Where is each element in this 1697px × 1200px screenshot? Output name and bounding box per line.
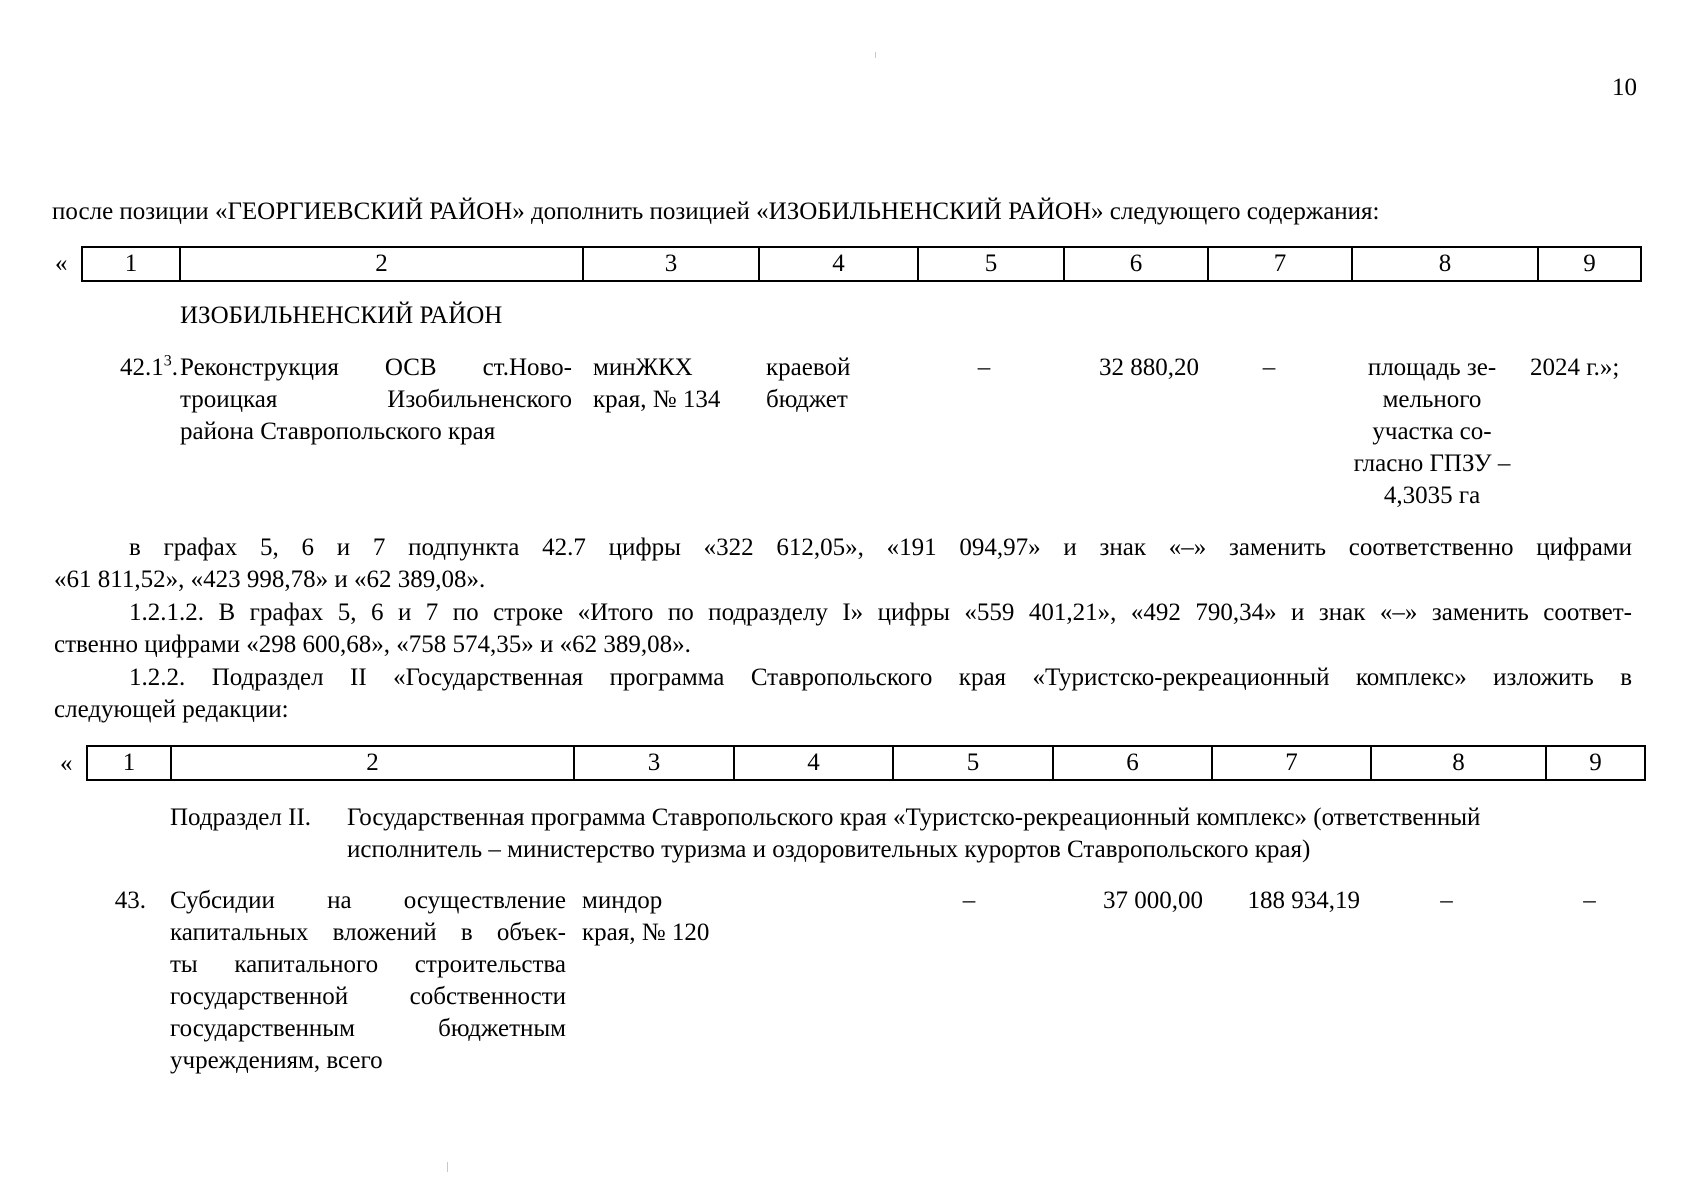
paragraph-line: 1.2.1.2. В графах 5, 6 и 7 по строке «Итого по подразделу I» цифры «559 401,21», «492 790,34» и знак «–» заменить соответ- xyxy=(129,599,1632,626)
col8-line: площадь зе- xyxy=(1367,354,1497,381)
column-number: 2 xyxy=(180,247,583,281)
object-name xyxy=(170,885,566,1077)
object-name-line: государственным бюджетным xyxy=(170,1015,566,1042)
responsible-executor xyxy=(582,885,742,949)
column-numbers-table xyxy=(81,246,1642,282)
column-number: 4 xyxy=(734,746,893,780)
column-number: 3 xyxy=(574,746,734,780)
object-name-line: района Ставропольского края xyxy=(180,418,496,445)
page-number: 10 xyxy=(1612,74,1637,101)
object-name-line: капитальных вложений в объек- xyxy=(170,919,566,946)
col8-line: гласно ГПЗУ – xyxy=(1353,450,1511,477)
responsible-line: миндор xyxy=(582,887,663,914)
row-number-dot: . xyxy=(171,354,178,381)
paragraph-line: «61 811,52», «423 998,78» и «62 389,08». xyxy=(54,566,486,593)
column-number: 7 xyxy=(1212,746,1371,780)
responsible-line: края, № 120 xyxy=(582,919,710,946)
col5-value: – xyxy=(962,887,976,914)
row-number-superscript: 3 xyxy=(163,352,172,370)
funding-source xyxy=(766,352,916,416)
column-number: 1 xyxy=(82,247,180,281)
col7-value: – xyxy=(1262,354,1276,381)
paragraph xyxy=(54,662,1632,726)
col9-value: – xyxy=(1583,887,1596,914)
subsection-title xyxy=(347,802,1652,866)
scan-mark xyxy=(447,1162,448,1172)
object-name xyxy=(180,352,572,448)
paragraph-line: в графах 5, 6 и 7 подпункта 42.7 цифры «322 612,05», «191 094,97» и знак «–» заменить соответственно цифрами xyxy=(129,534,1632,561)
funding-line: краевой xyxy=(766,354,851,381)
column-number: 3 xyxy=(583,247,759,281)
column-number: 1 xyxy=(87,746,171,780)
scan-mark xyxy=(875,52,876,58)
column-number: 7 xyxy=(1208,247,1352,281)
paragraph xyxy=(54,597,1632,661)
column-number: 8 xyxy=(1352,247,1538,281)
object-name-line: ты капитального строительства xyxy=(170,951,566,978)
column-number: 9 xyxy=(1538,247,1641,281)
row-number-main: 42.1 xyxy=(120,354,164,381)
responsible-line: края, № 134 xyxy=(593,386,721,413)
col8-line: 4,3035 га xyxy=(1383,482,1481,509)
responsible-executor xyxy=(593,352,753,416)
column-number: 5 xyxy=(893,746,1053,780)
column-number: 9 xyxy=(1546,746,1645,780)
paragraph-line: следующей редакции: xyxy=(54,696,289,723)
col9-value: 2024 г.»; xyxy=(1530,354,1620,381)
object-name-line: учреждениям, всего xyxy=(170,1047,383,1074)
subsection-label: Подраздел II. xyxy=(170,804,312,831)
intro-text: после позиции «ГЕОРГИЕВСКИЙ РАЙОН» дополнить позицией «ИЗОБИЛЬНЕНСКИЙ РАЙОН» следующего содержания: xyxy=(52,198,1380,225)
col8-value: – xyxy=(1440,887,1453,914)
subsection-title-line: исполнитель – министерство туризма и оздоровительных курортов Ставропольского края) xyxy=(347,836,1311,863)
col6-value: 32 880,20 xyxy=(1099,354,1199,381)
col6-value: 37 000,00 xyxy=(1103,887,1203,914)
opening-quote: « xyxy=(55,250,68,277)
column-number: 2 xyxy=(171,746,574,780)
paragraph xyxy=(54,532,1632,596)
col7-value: 188 934,19 xyxy=(1247,887,1360,914)
column-number: 5 xyxy=(918,247,1064,281)
subsection-title-line: Государственная программа Ставропольского края «Туристско-рекреационный комплекс» (ответственный xyxy=(347,804,1481,831)
paragraph-line: ственно цифрами «298 600,68», «758 574,35» и «62 389,08». xyxy=(54,631,691,658)
column-numbers-table xyxy=(86,745,1646,781)
col8-line: участка со- xyxy=(1372,418,1492,445)
funding-line: бюджет xyxy=(766,386,848,413)
row-number: 43. xyxy=(114,887,146,914)
col8-line: мельного xyxy=(1382,386,1482,413)
column-number: 4 xyxy=(759,247,918,281)
row-number xyxy=(80,352,178,384)
object-name-line: государственной собственности xyxy=(170,983,566,1010)
col5-value: – xyxy=(977,354,991,381)
responsible-line: минЖКХ xyxy=(593,354,693,381)
col8-value xyxy=(1340,352,1524,512)
object-name-line: Субсидии на осуществление xyxy=(170,887,566,914)
opening-quote: « xyxy=(60,750,73,777)
district-heading: ИЗОБИЛЬНЕНСКИЙ РАЙОН xyxy=(180,302,503,329)
column-number: 6 xyxy=(1053,746,1212,780)
object-name-line: троицкая Изобильненского xyxy=(180,386,572,413)
paragraph-line: 1.2.2. Подраздел II «Государственная программа Ставропольского края «Туристско-рекреационный комплекс» изложить в xyxy=(129,664,1632,691)
column-number: 8 xyxy=(1371,746,1546,780)
column-number: 6 xyxy=(1064,247,1208,281)
object-name-line: Реконструкция ОСВ ст.Ново- xyxy=(180,354,572,381)
